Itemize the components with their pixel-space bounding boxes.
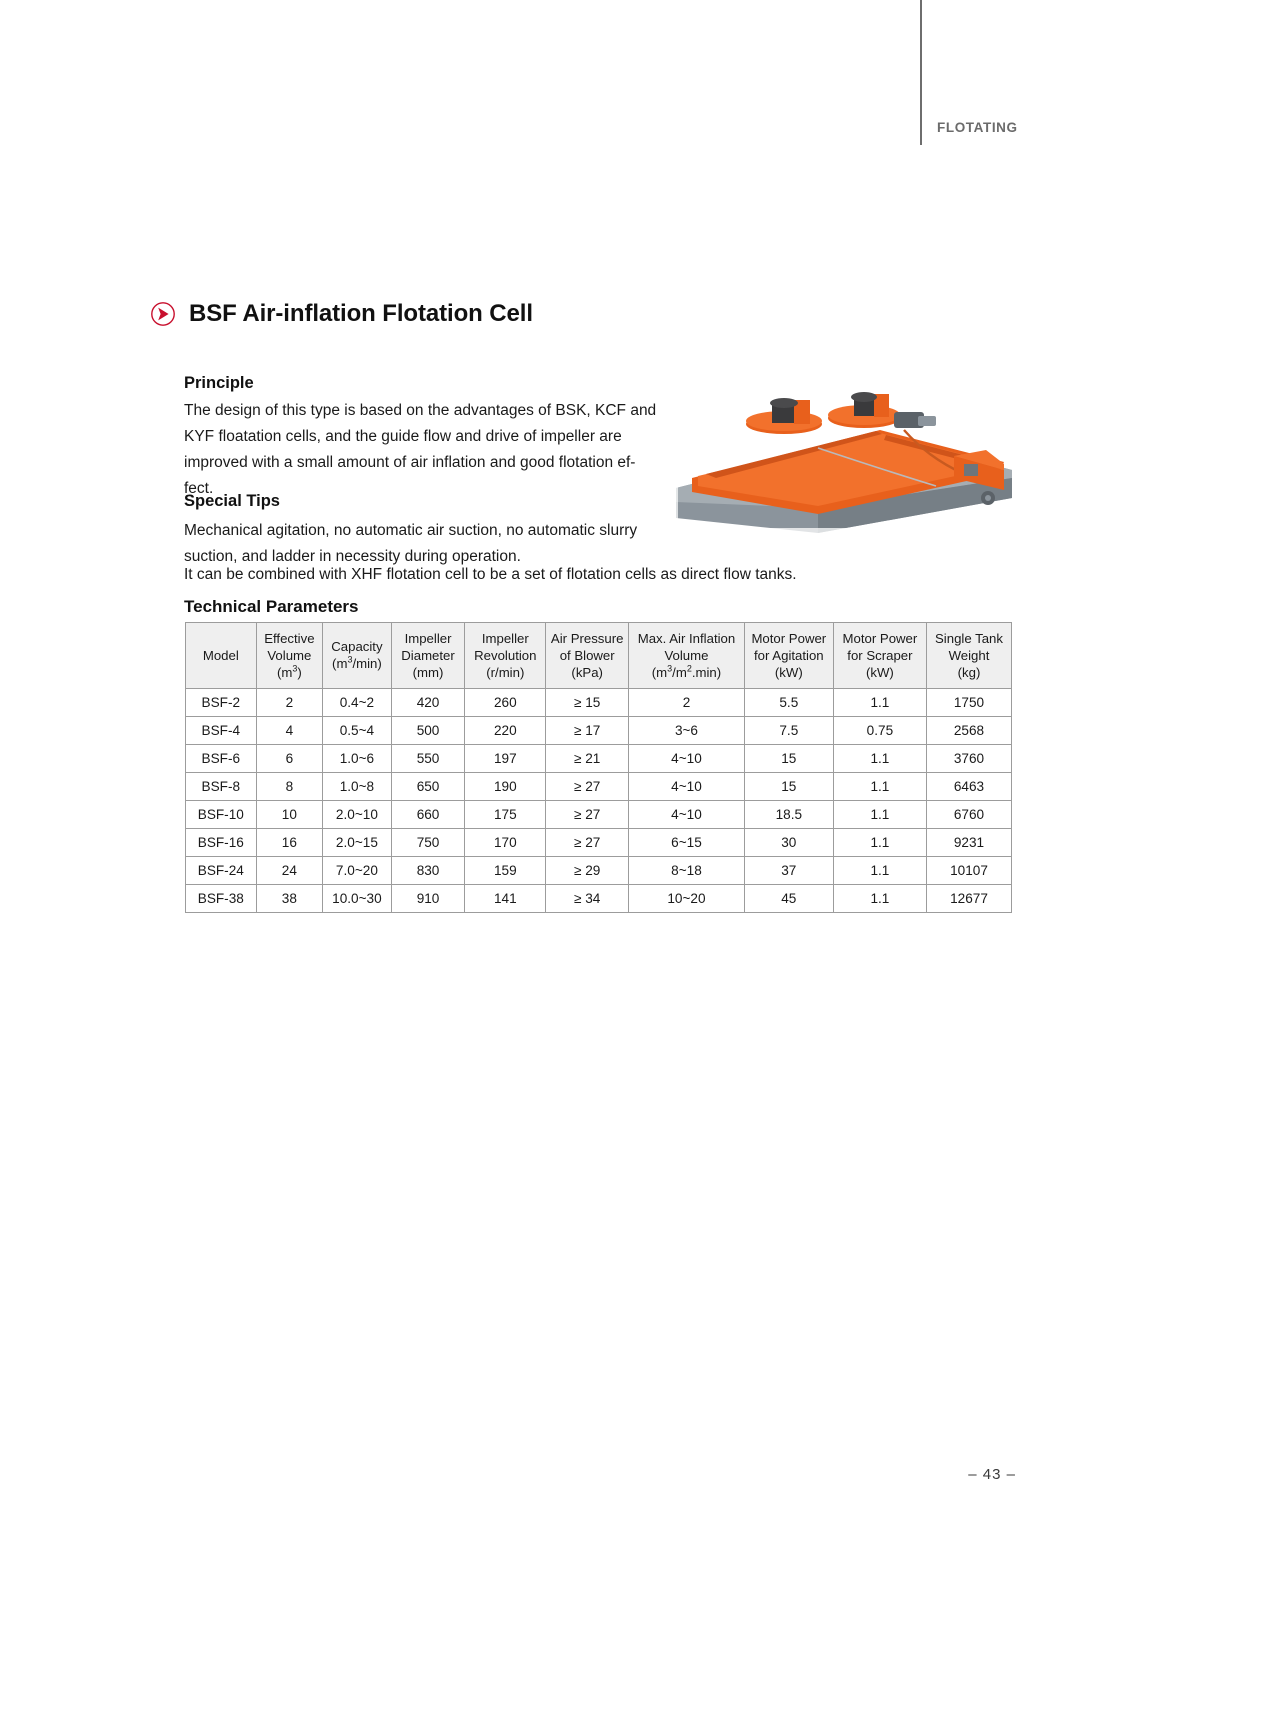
cell-model: BSF-24	[186, 857, 257, 885]
cell-impeller-revolution: 190	[465, 773, 546, 801]
table-row	[186, 801, 1012, 829]
cell-impeller-diameter: 660	[391, 801, 465, 829]
table-row	[186, 717, 1012, 745]
page-header	[0, 0, 1276, 160]
cell-impeller-diameter: 650	[391, 773, 465, 801]
section-title-row	[150, 300, 533, 328]
principle-heading: Principle	[184, 374, 254, 392]
col-header-effective-volume: Effective Volume $(m^3)$	[256, 623, 323, 689]
cell-effective-volume: 8	[256, 773, 323, 801]
cell-impeller-diameter: 550	[391, 745, 465, 773]
cell-air-pressure: ≥ 21	[546, 745, 629, 773]
cell-air-pressure: ≥ 27	[546, 829, 629, 857]
table-row	[186, 857, 1012, 885]
special-tips-note-line: It can be combined with XHF flotation cell to be a set of flotation cells as direct flow tanks.	[184, 566, 797, 583]
cell-motor-scraper: 1.1	[833, 773, 926, 801]
special-tips-line: Mechanical agitation, no automatic air suction, no automatic slurry	[184, 522, 638, 539]
flotation-cell-machine-image	[668, 378, 1016, 540]
cell-motor-scraper: 1.1	[833, 857, 926, 885]
cell-tank-weight: 9231	[926, 829, 1011, 857]
principle-paragraph	[184, 398, 664, 502]
table-row	[186, 829, 1012, 857]
cell-effective-volume: 6	[256, 745, 323, 773]
cell-impeller-diameter: 910	[391, 885, 465, 913]
technical-parameters-heading: Technical Parameters	[184, 597, 359, 616]
cell-motor-agitation: 15	[744, 773, 833, 801]
cell-impeller-revolution: 170	[465, 829, 546, 857]
cell-effective-volume: 38	[256, 885, 323, 913]
special-tips-line: suction, and ladder in necessity during operation.	[184, 548, 521, 565]
header-divider-rule	[920, 0, 922, 145]
cell-motor-scraper: 1.1	[833, 689, 926, 717]
cell-impeller-revolution: 220	[465, 717, 546, 745]
cell-effective-volume: 10	[256, 801, 323, 829]
circled-arrow-right-icon	[150, 301, 176, 327]
cell-capacity: 10.0~30	[323, 885, 392, 913]
technical-parameters-table	[185, 622, 1012, 913]
running-head-label: FLOTATING	[937, 120, 1018, 135]
special-tips-heading: Special Tips	[184, 492, 280, 510]
technical-parameters-table-wrapper	[185, 622, 1012, 913]
cell-impeller-revolution: 141	[465, 885, 546, 913]
table-header-row	[186, 623, 1012, 689]
cell-model: BSF-8	[186, 773, 257, 801]
col-header-air-pressure: Air Pressure of Blower (kPa)	[546, 623, 629, 689]
cell-tank-weight: 10107	[926, 857, 1011, 885]
cell-capacity: 2.0~15	[323, 829, 392, 857]
cell-motor-agitation: 37	[744, 857, 833, 885]
cell-impeller-revolution: 175	[465, 801, 546, 829]
cell-max-air-inflation: 4~10	[629, 773, 745, 801]
cell-impeller-diameter: 830	[391, 857, 465, 885]
cell-air-pressure: ≥ 34	[546, 885, 629, 913]
cell-air-pressure: ≥ 15	[546, 689, 629, 717]
col-header-impeller-diameter: Impeller Diameter (mm)	[391, 623, 465, 689]
cell-effective-volume: 4	[256, 717, 323, 745]
cell-impeller-diameter: 750	[391, 829, 465, 857]
col-header-motor-power-scraper: Motor Power for Scraper (kW)	[833, 623, 926, 689]
col-header-capacity: Capacity $(m^3/\min)$	[323, 623, 392, 689]
cell-motor-agitation: 5.5	[744, 689, 833, 717]
cell-motor-scraper: 1.1	[833, 745, 926, 773]
cell-air-pressure: ≥ 17	[546, 717, 629, 745]
cell-model: BSF-4	[186, 717, 257, 745]
cell-motor-scraper: 1.1	[833, 801, 926, 829]
cell-motor-agitation: 30	[744, 829, 833, 857]
cell-capacity: 0.5~4	[323, 717, 392, 745]
cell-capacity: 2.0~10	[323, 801, 392, 829]
cell-capacity: 1.0~8	[323, 773, 392, 801]
cell-model: BSF-16	[186, 829, 257, 857]
cell-impeller-diameter: 420	[391, 689, 465, 717]
col-header-model: Model	[186, 623, 257, 689]
cell-max-air-inflation: 2	[629, 689, 745, 717]
cell-motor-agitation: 18.5	[744, 801, 833, 829]
cell-max-air-inflation: 3~6	[629, 717, 745, 745]
cell-max-air-inflation: 8~18	[629, 857, 745, 885]
principle-line: fect.	[184, 480, 214, 497]
cell-motor-scraper: 1.1	[833, 829, 926, 857]
col-header-max-air-inflation: Max. Air Inflation Volume $(m^3/m^2.\min)$	[629, 623, 745, 689]
cell-impeller-revolution: 159	[465, 857, 546, 885]
principle-line: KYF floatation cells, and the guide flow and drive of impeller are	[184, 428, 622, 445]
cell-max-air-inflation: 4~10	[629, 801, 745, 829]
cell-motor-agitation: 45	[744, 885, 833, 913]
page-title: BSF Air-inflation Flotation Cell	[189, 300, 533, 327]
cell-model: BSF-10	[186, 801, 257, 829]
cell-tank-weight: 12677	[926, 885, 1011, 913]
cell-model: BSF-2	[186, 689, 257, 717]
col-header-impeller-revolution: Impeller Revolution (r/min)	[465, 623, 546, 689]
cell-motor-scraper: 0.75	[833, 717, 926, 745]
product-photo	[668, 378, 1016, 540]
table-row	[186, 689, 1012, 717]
cell-impeller-revolution: 197	[465, 745, 546, 773]
cell-air-pressure: ≥ 29	[546, 857, 629, 885]
cell-tank-weight: 6463	[926, 773, 1011, 801]
cell-motor-agitation: 7.5	[744, 717, 833, 745]
cell-impeller-revolution: 260	[465, 689, 546, 717]
cell-max-air-inflation: 4~10	[629, 745, 745, 773]
cell-max-air-inflation: 10~20	[629, 885, 745, 913]
special-tips-note	[184, 562, 884, 588]
cell-max-air-inflation: 6~15	[629, 829, 745, 857]
cell-tank-weight: 1750	[926, 689, 1011, 717]
cell-model: BSF-6	[186, 745, 257, 773]
cell-capacity: 1.0~6	[323, 745, 392, 773]
cell-effective-volume: 16	[256, 829, 323, 857]
cell-motor-scraper: 1.1	[833, 885, 926, 913]
cell-model: BSF-38	[186, 885, 257, 913]
cell-air-pressure: ≥ 27	[546, 801, 629, 829]
col-header-single-tank-weight: Single Tank Weight (kg)	[926, 623, 1011, 689]
page-number: – 43 –	[968, 1466, 1016, 1483]
cell-tank-weight: 3760	[926, 745, 1011, 773]
table-row	[186, 773, 1012, 801]
col-header-motor-power-agitation: Motor Power for Agitation (kW)	[744, 623, 833, 689]
table-row	[186, 885, 1012, 913]
principle-line: The design of this type is based on the advantages of BSK, KCF and	[184, 402, 657, 419]
table-row	[186, 745, 1012, 773]
table-body	[186, 689, 1012, 913]
principle-line: improved with a small amount of air inflation and good flotation ef-	[184, 454, 636, 471]
cell-capacity: 7.0~20	[323, 857, 392, 885]
cell-effective-volume: 24	[256, 857, 323, 885]
cell-effective-volume: 2	[256, 689, 323, 717]
cell-motor-agitation: 15	[744, 745, 833, 773]
cell-capacity: 0.4~2	[323, 689, 392, 717]
cell-impeller-diameter: 500	[391, 717, 465, 745]
cell-air-pressure: ≥ 27	[546, 773, 629, 801]
cell-tank-weight: 2568	[926, 717, 1011, 745]
cell-tank-weight: 6760	[926, 801, 1011, 829]
